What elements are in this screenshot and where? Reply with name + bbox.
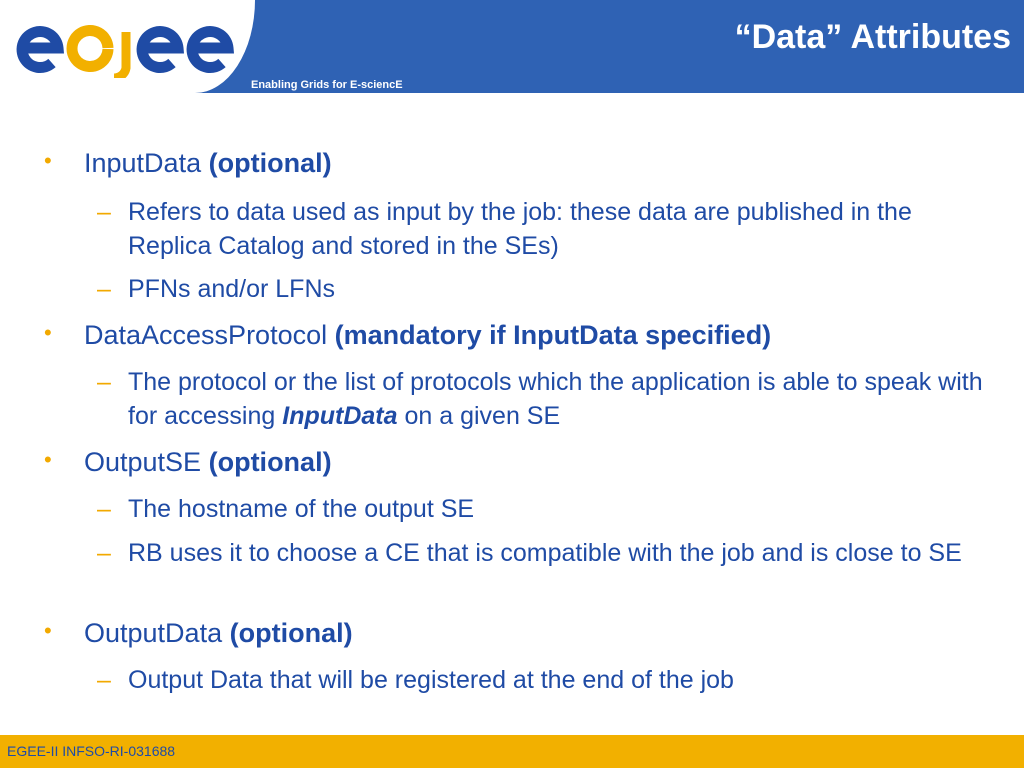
- sub-item: [97, 272, 998, 306]
- attribute-qualifier: (optional): [208, 148, 332, 178]
- bullet-dot-icon: •: [44, 618, 52, 643]
- bullet-dot-icon: •: [44, 320, 52, 345]
- dash-icon: –: [97, 198, 111, 226]
- footer-text: EGEE-II INFSO-RI-031688: [7, 743, 176, 759]
- attribute-name: InputData: [84, 148, 202, 178]
- sub-item: [97, 663, 998, 697]
- bullet-item-outputdata: [44, 618, 353, 649]
- slide-header: [0, 0, 1024, 93]
- bullet-item-inputdata: [44, 148, 332, 179]
- attribute-name: DataAccessProtocol: [84, 320, 328, 350]
- attribute-qualifier: (optional): [229, 618, 353, 648]
- sub-item-text: The protocol or the list of protocols which the application is able to speak with for accessing: [128, 368, 983, 430]
- dash-icon: –: [97, 275, 111, 303]
- bullet-item-dataaccessprotocol: [44, 320, 772, 351]
- bullet-item-outputse: [44, 447, 332, 478]
- slide-title: “Data” Attributes: [734, 18, 1011, 56]
- tagline: Enabling Grids for E-sciencE: [251, 79, 403, 91]
- sub-item: [97, 492, 998, 526]
- sub-item: [97, 365, 998, 433]
- sub-item-text: Output Data that will be registered at the end of the job: [128, 666, 734, 694]
- dash-icon: –: [97, 495, 111, 523]
- bullet-dot-icon: •: [44, 447, 52, 472]
- slide-footer: [0, 735, 1024, 768]
- sub-item-text: RB uses it to choose a CE that is compatible with the job and is close to SE: [128, 539, 962, 567]
- dash-icon: –: [97, 539, 111, 567]
- sub-item: [97, 536, 998, 570]
- sub-item-text: PFNs and/or LFNs: [128, 275, 336, 303]
- logo-panel: [0, 0, 255, 93]
- dash-icon: –: [97, 368, 111, 396]
- bullet-dot-icon: •: [44, 148, 52, 173]
- attribute-qualifier: (mandatory if InputData specified): [334, 320, 772, 350]
- dash-icon: –: [97, 666, 111, 694]
- attribute-name: OutputData: [84, 618, 223, 648]
- sub-item-text: The hostname of the output SE: [128, 495, 475, 523]
- egee-logo: [12, 14, 237, 78]
- attribute-name: OutputSE: [84, 447, 202, 477]
- sub-item-emphasis: InputData: [282, 402, 398, 430]
- sub-item-text: Refers to data used as input by the job: these data are published in the Replica Catalog and stored in the SEs): [128, 198, 912, 260]
- attribute-qualifier: (optional): [208, 447, 332, 477]
- sub-item-text: on a given SE: [404, 402, 561, 430]
- sub-item: [97, 195, 998, 263]
